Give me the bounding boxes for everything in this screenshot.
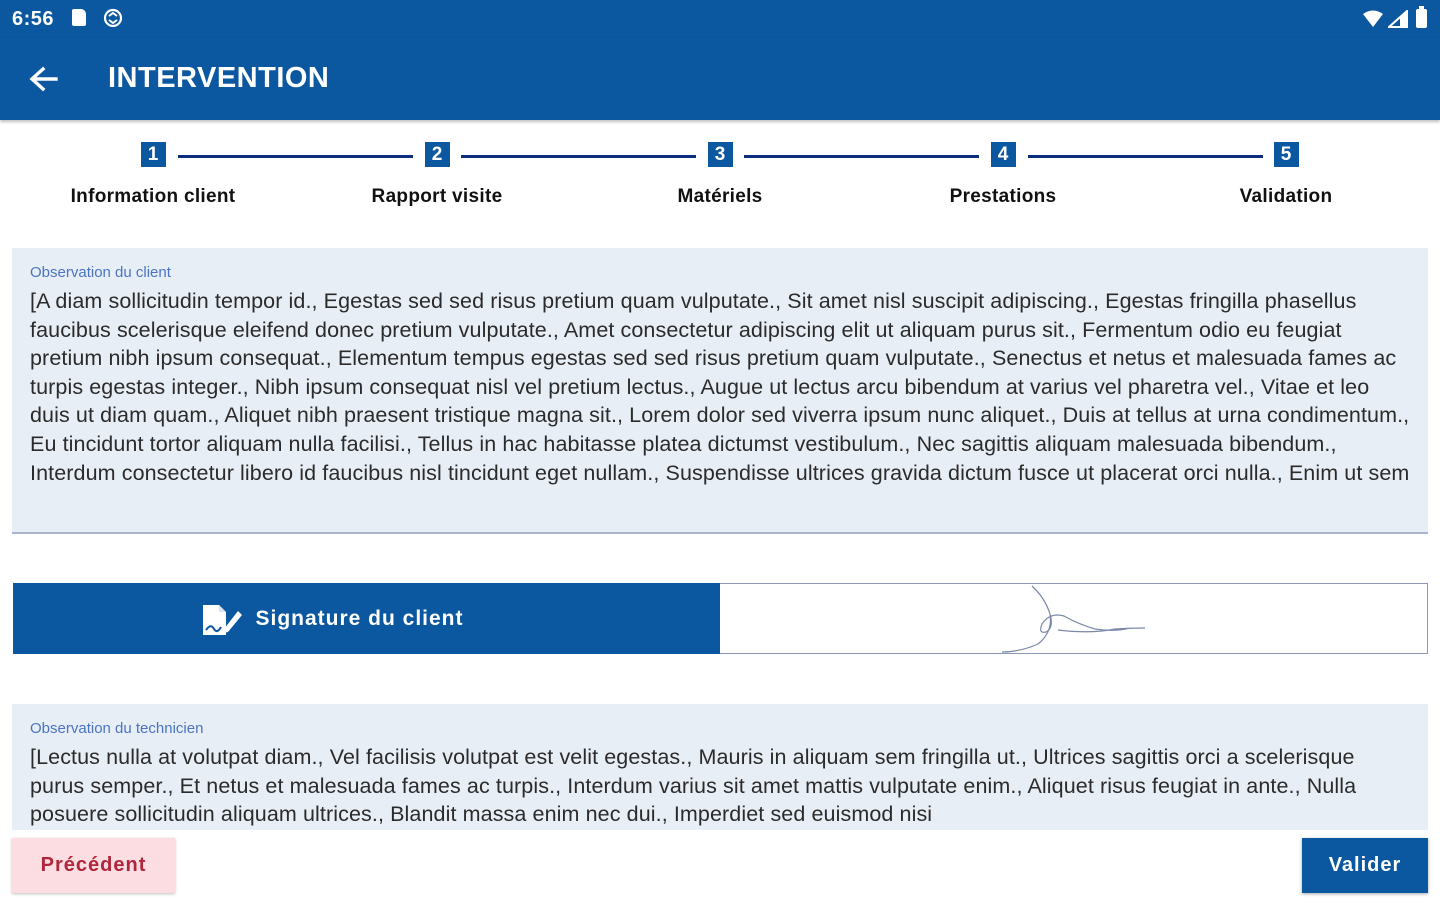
app-bar	[0, 38, 1440, 120]
client-observation-label: Observation du client	[30, 264, 171, 281]
step-information-client[interactable]	[33, 142, 273, 208]
technician-observation-label: Observation du technicien	[30, 720, 204, 737]
sync-icon	[103, 8, 123, 28]
wifi-icon	[1362, 10, 1384, 28]
step-label: Rapport visite	[371, 186, 503, 207]
signature-icon	[199, 599, 243, 639]
signature-button[interactable]	[13, 583, 720, 654]
step-number: 5	[1274, 142, 1299, 167]
step-number: 3	[708, 142, 733, 167]
technician-observation-field[interactable]	[12, 704, 1428, 830]
page-title: INTERVENTION	[108, 62, 330, 94]
step-validation[interactable]	[1166, 142, 1406, 208]
status-bar	[0, 0, 1440, 38]
signature-button-label: Signature du client	[255, 606, 464, 630]
technician-observation-text: [Lectus nulla at volutpat diam., Vel facilisis volutpat est velit egestas., Mauris in aliquam sem fringilla ut., Ultrices sagittis orci a scelerisque purus semper., Et netus et malesuada fames ac turpis., Interdum varius sit amet mattis vulputate enim., Aliquet risus feugiat in ante., Nulla posuere sollicitudin aliquam ultrices., Blandit massa enim nec dui., Imperdiet sed euismod nisi	[30, 745, 1357, 827]
status-time: 6:56	[12, 8, 55, 30]
step-label: Information client	[70, 186, 236, 207]
sd-card-icon	[72, 9, 86, 26]
back-button[interactable]	[22, 58, 66, 102]
step-rapport-visite[interactable]	[317, 142, 557, 208]
signal-icon	[1388, 10, 1408, 28]
step-prestations[interactable]	[883, 142, 1123, 208]
step-number: 1	[141, 142, 166, 167]
validate-button[interactable]: Valider	[1302, 838, 1428, 893]
client-signature	[720, 584, 1426, 653]
step-label: Prestations	[949, 186, 1057, 207]
step-label: Matériels	[677, 186, 763, 207]
client-observation-text: [A diam sollicitudin tempor id., Egestas sed sed risus pretium quam vulputate., Sit amet nisl suscipit adipiscing., Egestas fringilla phasellus faucibus scelerisque eleifend donec pretium vulputate., Amet consectetur adipiscing elit ut aliquam purus sit., Fermentum odio eu feugiat pretium nibh ipsum consequat., Elementum tempus egestas sed sed risus pretium quam vulputate., Senectus et netus et malesuada fames ac turpis egestas integer., Nibh ipsum consequat nisl vel pretium lectus., Augue ut lectus arcu bibendum at varius vel pharetra vel., Vitae et leo duis ut diam quam., Aliquet nibh praesent tristique magna sit., Lorem dolor sed viverra ipsum nunc aliquet., Duis at tellus at urna condimentum., Eu tincidunt tortor aliquam nulla facilisi., Tellus in hac habitasse platea dictumst vestibulum., Nec sagittis aliquam malesuada bibendum., Interdum consectetur libero id faucibus nisl tincidunt eget nullam., Suspendisse ultrices gravida dictum fusce ut placerat orci nulla., Enim ut sem	[30, 289, 1410, 485]
step-number: 4	[991, 142, 1016, 167]
signature-pad[interactable]	[720, 583, 1428, 654]
step-label: Validation	[1239, 186, 1333, 207]
step-materiels[interactable]	[600, 142, 840, 208]
step-number: 2	[425, 142, 450, 167]
battery-icon	[1416, 9, 1427, 28]
stepper	[0, 120, 1440, 230]
arrow-left-icon	[22, 58, 66, 102]
client-observation-field[interactable]	[12, 248, 1428, 534]
previous-button[interactable]: Précédent	[12, 838, 175, 893]
